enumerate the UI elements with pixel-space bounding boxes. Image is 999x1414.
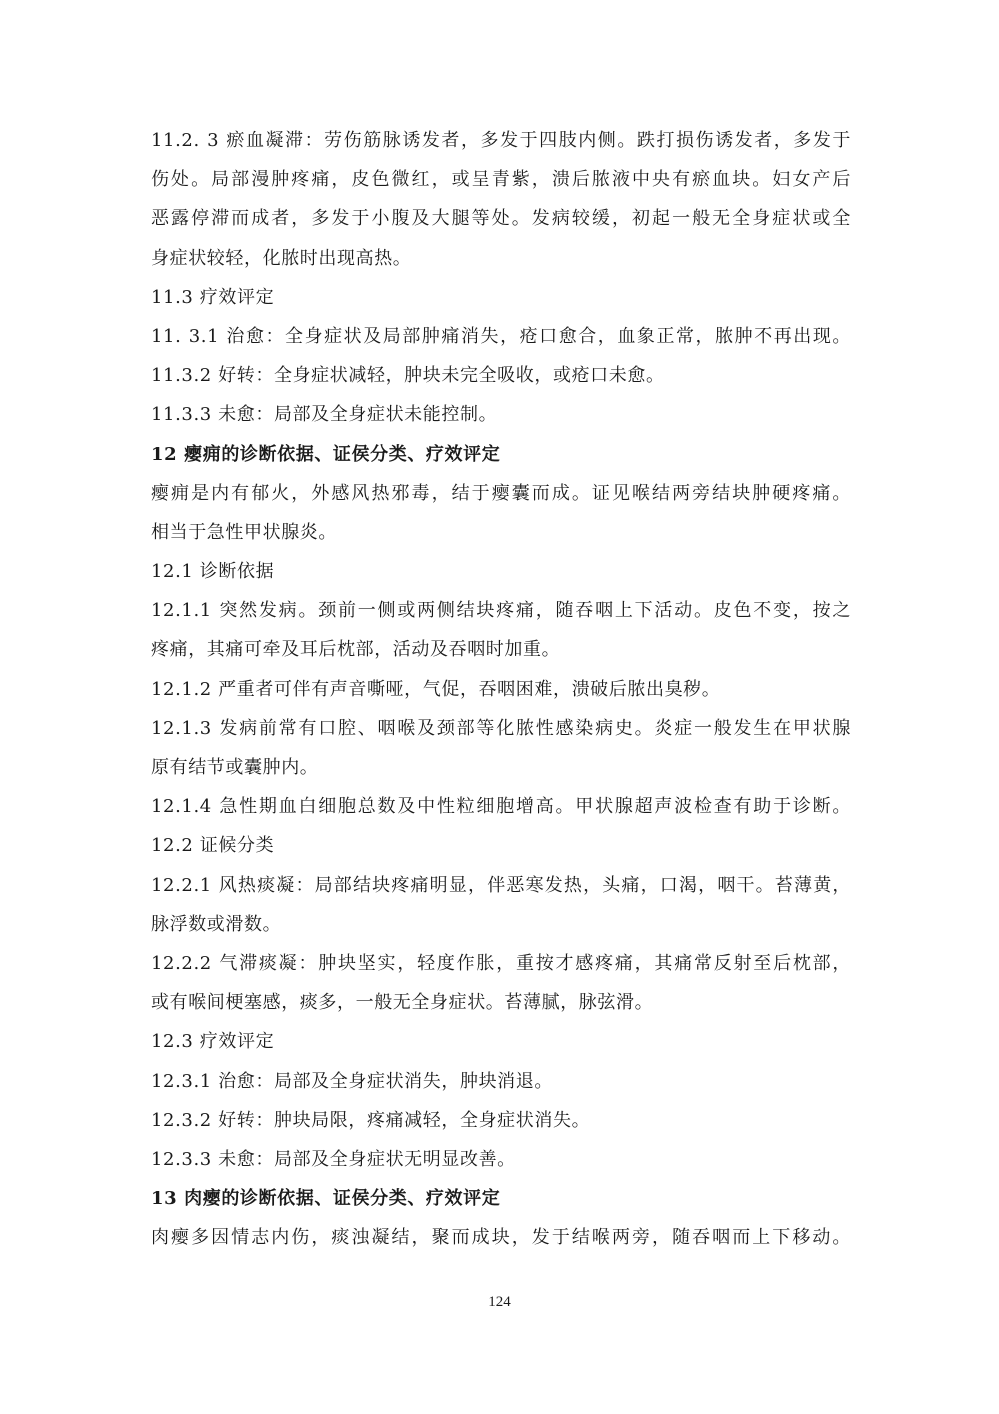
text-line: 12.3.1 治愈：局部及全身症状消失，肿块消退。 [151, 1070, 553, 1092]
text-line: 身症状较轻，化脓时出现高热。 [151, 247, 412, 269]
text-line: 12.1.2 严重者可伴有声音嘶哑，气促，吞咽困难，溃破后脓出臭秽。 [151, 678, 721, 700]
text-line: 12.3.2 好转：肿块局限，疼痛减轻，全身症状消失。 [151, 1109, 591, 1131]
text-line: 12.2.1 风热痰凝：局部结块疼痛明显，伴恶寒发热，头痛，口渴，咽干。苔薄黄， [151, 874, 851, 896]
text-line: 11.3.2 好转：全身症状减轻，肿块未完全吸收，或疮口未愈。 [151, 365, 665, 387]
text-line: 11.2. 3 瘀血凝滞：劳伤筋脉诱发者，多发于四肢内侧。跌打损伤诱发者，多发于 [151, 130, 851, 151]
document-body [151, 121, 851, 1257]
page-number: 124 [488, 1294, 511, 1310]
text-line: 伤处。局部漫肿疼痛，皮色微红，或呈青紫，溃后脓液中央有瘀血块。妇女产后 [151, 169, 851, 191]
text-line: 相当于急性甲状腺炎。 [151, 521, 337, 543]
text-line: 12.1.3 发病前常有口腔、咽喉及颈部等化脓性感染病史。炎症一般发生在甲状腺 [151, 717, 851, 739]
section-heading: 13 肉瘿的诊断依据、证侯分类、疗效评定 [151, 1188, 501, 1210]
subsection-heading: 11.3 疗效评定 [151, 286, 275, 308]
text-line: 原有结节或囊肿内。 [151, 757, 319, 778]
text-line: 肉瘿多因情志内伤，痰浊凝结，聚而成块，发于结喉两旁，随吞咽而上下移动。 [151, 1227, 851, 1249]
subsection-heading: 12.2 证候分类 [151, 835, 275, 857]
text-line: 或有喉间梗塞感，痰多，一般无全身症状。苔薄腻，脉弦滑。 [151, 992, 654, 1014]
section-heading: 12 瘿痈的诊断依据、证侯分类、疗效评定 [151, 443, 501, 465]
subsection-heading: 12.1 诊断依据 [151, 561, 275, 583]
text-line: 12.3.3 未愈：局部及全身症状无明显改善。 [151, 1148, 516, 1170]
text-line: 12.1.1 突然发病。颈前一侧或两侧结块疼痛，随吞咽上下活动。皮色不变，按之 [151, 600, 851, 622]
text-line: 11.3.3 未愈：局部及全身症状未能控制。 [151, 404, 498, 426]
text-line: 脉浮数或滑数。 [151, 913, 282, 935]
text-line: 12.1.4 急性期血白细胞总数及中性粒细胞增高。甲状腺超声波检查有助于诊断。 [151, 796, 851, 818]
text-line: 恶露停滞而成者，多发于小腹及大腿等处。发病较缓，初起一般无全身症状或全 [151, 208, 851, 230]
text-line: 疼痛，其痛可牵及耳后枕部，活动及吞咽时加重。 [151, 639, 561, 661]
subsection-heading: 12.3 疗效评定 [151, 1031, 275, 1053]
text-line: 11. 3.1 治愈：全身症状及局部肿痛消失，疮口愈合，血象正常，脓肿不再出现。 [151, 325, 851, 347]
text-line: 12.2.2 气滞痰凝：肿块坚实，轻度作胀，重按才感疼痛，其痛常反射至后枕部， [151, 952, 851, 974]
text-line: 瘿痈是内有郁火，外感风热邪毒，结于瘿囊而成。证见喉结两旁结块肿硬疼痛。 [151, 482, 851, 504]
